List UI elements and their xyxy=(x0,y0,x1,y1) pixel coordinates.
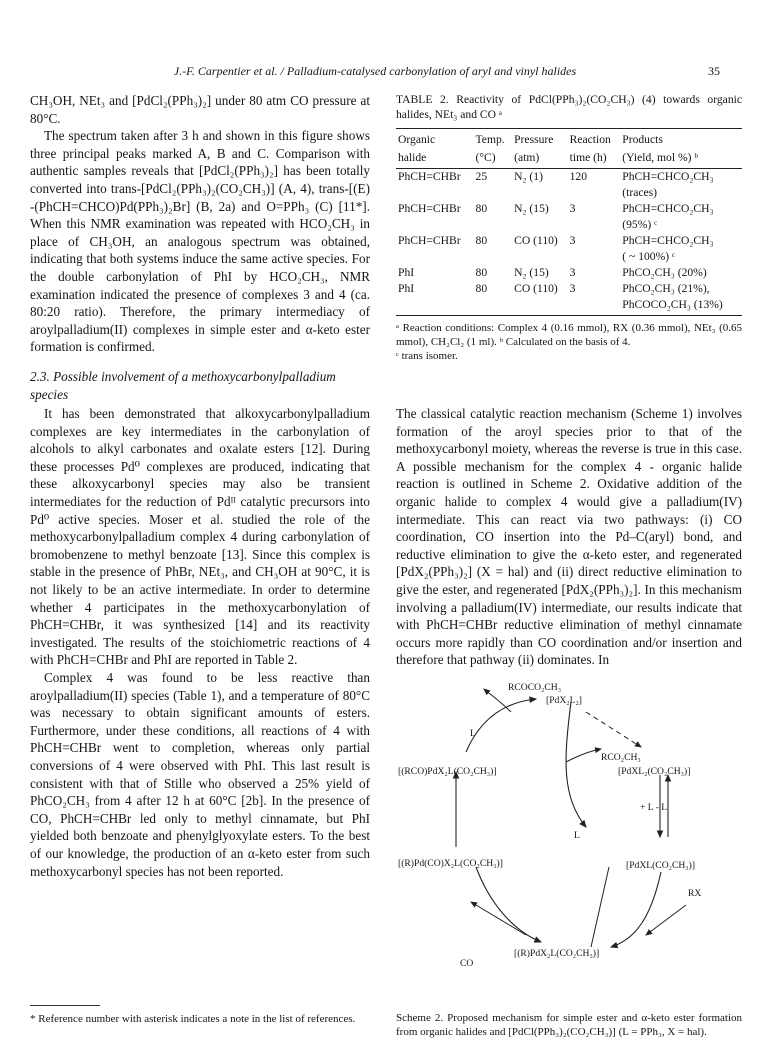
page-number: 35 xyxy=(708,64,720,78)
table-cell: PhCH=CHCO₂CH₃ xyxy=(622,202,714,215)
table-cell: N₂ (15) xyxy=(514,266,549,279)
table-cell xyxy=(474,249,513,265)
table-cell: 80 xyxy=(475,282,488,295)
table-note-b: ᵇ Calculated on the basis of 4. xyxy=(499,336,631,348)
table-cell: PhCOCO₂CH₃ (13%) xyxy=(620,297,742,316)
arrow-center-right xyxy=(591,867,609,947)
table-cell: PhCH=CHBr xyxy=(398,234,461,247)
table-header-cell: Pressure xyxy=(512,129,568,150)
table-cell xyxy=(396,297,474,316)
table-cell: N₂ (1) xyxy=(514,170,543,183)
footnote-divider xyxy=(30,1005,100,1006)
table-cell: PhCH=CHCO₂CH₃ xyxy=(622,234,714,247)
table-cell: 3 xyxy=(569,234,576,247)
footnote: * Reference number with asterisk indicates a note in the list of references. xyxy=(30,1013,356,1025)
label-L-top: L xyxy=(470,727,476,739)
table-header-cell: Organic xyxy=(396,129,474,150)
table-header-row xyxy=(396,129,742,150)
label-pdxl2-co2ch3: [PdXL₂(CO₂CH₃)] xyxy=(618,765,691,777)
table-header-cell: (Yield, mol %) ᵇ xyxy=(620,149,742,169)
label-simple-ester: RCO₂CH₃ xyxy=(601,751,641,763)
table-cell xyxy=(568,185,621,201)
table-cell xyxy=(396,217,474,233)
table-cell: 120 xyxy=(569,170,588,183)
table-cell: PhCH=CHCO₂CH₃ xyxy=(622,170,714,183)
arrow-keto-product xyxy=(484,689,511,712)
table-cell: PhCO₂CH₃ (21%), xyxy=(622,282,710,295)
arrow-rx xyxy=(646,905,686,935)
table-cell xyxy=(396,185,474,201)
label-rx: RX xyxy=(688,887,702,899)
table-cell: N₂ (15) xyxy=(514,202,549,215)
table-cell: 80 xyxy=(475,266,488,279)
table-cell: 3 xyxy=(569,282,576,295)
table-cell xyxy=(568,249,621,265)
table-row xyxy=(396,185,742,201)
table-header-cell: time (h) xyxy=(568,149,621,169)
arrow-reductive-elim-keto xyxy=(466,699,536,752)
table-cell xyxy=(396,249,474,265)
table-cell: PhI xyxy=(398,282,415,295)
label-pd-iv-intermediate: [(R)PdX₂L(CO₂CH₃)] xyxy=(514,947,600,959)
table-header-cell: Products xyxy=(620,129,742,150)
paragraph-mechanism: The classical catalytic reaction mechanism (Scheme 1) involves formation of the aroyl species prior to that of the methoxycarbonyl moiety, whereas the reverse is true in this case. A possible mechanism for the complex 4 - organic halide reaction is outlined in Scheme 2. Oxidative addition of the organic halide to complex 4 would give a palladium(IV) intermediate. This can react via two pathways: (i) CO coordination, CO insertion into the Pd–C(aryl) bond, and reductive elimination to give the α-keto ester, and regenerated [PdX₂(PPh₃)₂] (X = hal) and (ii) direct reductive elimination to give the ester, and regenerated [PdX₂(PPh₃)₂]. In this mechanism involving a palladium(IV) intermediate, our results indicate that with PhCH=CHBr reductive elimination of methyl cinnamate occurs more rapidly than CO coordination and/or insertion and therefore that pathway (ii) dominates. In xyxy=(396,406,742,668)
scheme-2-diagram xyxy=(396,677,742,1007)
table-row xyxy=(396,249,742,265)
table-header-cell: Reaction xyxy=(568,129,621,150)
table-cell xyxy=(474,185,513,201)
label-keto-ester: RCOCO₂CH₃ xyxy=(508,681,562,693)
table-cell xyxy=(474,297,513,316)
table-header-cell: (atm) xyxy=(512,149,568,169)
table-cell: 3 xyxy=(569,202,576,215)
table-note-c: ᶜ trans isomer. xyxy=(396,350,458,362)
table-note-a: ᵃ Reaction conditions: Complex 4 (0.16 mmol), RX (0.36 mmol), NEt₃ (0.65 mmol), CH₂Cl₂ (1 ml). xyxy=(396,322,742,348)
section-heading: 2.3. Possible involvement of a methoxycarbonylpalladium species xyxy=(30,368,336,402)
table-cell xyxy=(512,185,568,201)
table-row xyxy=(396,169,742,186)
arrow-co-insertion xyxy=(476,867,541,942)
right-column xyxy=(396,92,742,1039)
table-cell: (traces) xyxy=(622,186,658,199)
label-co-complex: [(R)Pd(CO)X₂L(CO₂CH₃)] xyxy=(398,857,503,869)
paragraph-alkoxycarbonyl: It has been demonstrated that alkoxycarbonylpalladium complexes are key intermediates in the carbonylation of alcohols to alkyl carbonates and oxalate esters [12]. During these processes Pd⁰ complexes are produced, indicating that these alkoxycarbonyl species may also be transient intermediates for the reduction of Pdᴵᴵ catalytic precursors into Pd⁰ active species. Moser et al. studied the role of the methoxycarbonylpalladium complex 4 during carbonylation of bromobenzene to methyl benzoate [13]. Since this complex is stable in the presence of PhBr, NEt₃, and CH₃OH at 90°C, it is not likely to be an active intermediate. In order to determine whether 4 participates in the methoxycarbonylation of PhCH=CHBr, it was synthesized [14] and its reactivity investigated. The results of the stoichiometric reactions of 4 with PhCH=CHBr and PhI are reported in Table 2. xyxy=(30,406,370,668)
table-cell xyxy=(568,217,621,233)
running-title: J.-F. Carpentier et al. / Palladium-catalysed carbonylation of aryl and vinyl halides xyxy=(173,64,577,78)
table-header-cell: (°C) xyxy=(474,149,513,169)
table-row xyxy=(396,217,742,233)
label-ligand-exchange: + L - L xyxy=(640,801,668,813)
arrow-ester-product xyxy=(566,749,601,762)
table-row xyxy=(396,233,742,249)
table-cell: (95%) ᶜ xyxy=(622,218,658,231)
table-cell: PhCH=CHBr xyxy=(398,202,461,215)
table-body xyxy=(396,169,742,316)
table-cell: 80 xyxy=(475,202,488,215)
table-row xyxy=(396,281,742,297)
table-header-row xyxy=(396,149,742,169)
table-cell xyxy=(512,297,568,316)
table-row xyxy=(396,265,742,281)
label-pdx2l2: [PdX₂L₂] xyxy=(546,694,582,706)
paragraph-nmr-spectrum: The spectrum taken after 3 h and shown in this figure shows three principal peaks marked A, B and C. Comparison with authentic samples reveals that [PdCl₂(PPh₃)₂] has been totally converted into trans-[PdCl₂(PPh₃)₂(CO₂CH₃)] (A, 4), trans-[(E) -(PhCH=CHCO)Pd(PPh₃)₂Br] (B, 2a) and O=PPh₃ (C) [11*]. When this NMR examination was repeated with HCO₂CH₃ in place of CH₃OH, an analogous spectrum was obtained, indicating that both systems induce the same active species. For the double carbonylation of PhI by HCO₂CH₃, NMR examination indicated the presence of complexes 3 and 4 (ca. 80:20 ratio). Therefore, the primary intermediacy of aroylpalladium(II) complexes in simple ester and α-keto ester formation is confirmed. xyxy=(30,128,370,355)
table-row xyxy=(396,297,742,316)
label-pdxl-co2ch3: [PdXL(CO₂CH₃)] xyxy=(626,859,696,871)
table-footnotes xyxy=(396,321,742,363)
table-cell: PhCO₂CH₃ (20%) xyxy=(622,266,707,279)
arrow-center-loop xyxy=(566,702,586,827)
reactivity-table xyxy=(396,128,742,316)
arrow-oxidative-addition xyxy=(611,872,661,947)
left-column xyxy=(30,92,370,880)
running-header xyxy=(30,64,720,79)
label-acyl-complex: [(RCO)PdX₂L(CO₂CH₃)] xyxy=(398,765,497,777)
arrow-top-right-dashed xyxy=(586,712,641,747)
table-caption: TABLE 2. Reactivity of PdCl(PPh₃)₂(CO₂CH₃) (4) towards organic halides, NEt₃ and CO ᵃ xyxy=(396,93,742,121)
table-cell xyxy=(568,297,621,316)
table-cell: 25 xyxy=(475,170,488,183)
paragraph-continuation: CH₃OH, NEt₃ and [PdCl₂(PPh₃)₂] under 80 atm CO pressure at 80°C. xyxy=(30,93,370,126)
table-cell: PhCH=CHBr xyxy=(398,170,461,183)
table-cell: CO (110) xyxy=(514,282,558,295)
table-cell xyxy=(512,249,568,265)
arrow-co-coordination xyxy=(471,902,526,935)
table-cell xyxy=(474,217,513,233)
table-header-cell: halide xyxy=(396,149,474,169)
table-cell: ( ~ 100%) ᶜ xyxy=(622,250,675,263)
table-cell: CO (110) xyxy=(514,234,558,247)
paragraph-complex-reactivity: Complex 4 was found to be less reactive than aroylpalladium(II) species (Table 1), and a temperature of 80°C was necessary to obtain significant amounts of esters. Furthermore, under these conditions, all reactions of 4 with PhCH=CHBr went to completion, whereas only partial conversions of 4 were observed with PhI. This last result is consistent with that of Stille who observed a 25% yield of PhCO₂CH₃ from 4 after 12 h at 60°C [2b]. In the presence of CO, PhCH=CHBr led only to methyl cinnamate, but PhI yielded both benzoate and phenylglyoxylate esters. To the best of our knowledge, the production of an α-keto ester from such methoxycarbonyl species has not been reported. xyxy=(30,670,370,879)
table-row xyxy=(396,201,742,217)
table-header-cell: Temp. xyxy=(474,129,513,150)
label-co: CO xyxy=(460,957,474,969)
table-cell xyxy=(512,217,568,233)
table-cell: PhI xyxy=(398,266,415,279)
table-cell: 80 xyxy=(475,234,488,247)
label-L-mid: L xyxy=(574,829,580,841)
table-cell: 3 xyxy=(569,266,576,279)
scheme-caption: Scheme 2. Proposed mechanism for simple ester and α-keto ester formation from organic halides and [PdCl(PPh₃)₂(CO₂CH₃)] (L = PPh₃, X = hal). xyxy=(396,1011,742,1038)
